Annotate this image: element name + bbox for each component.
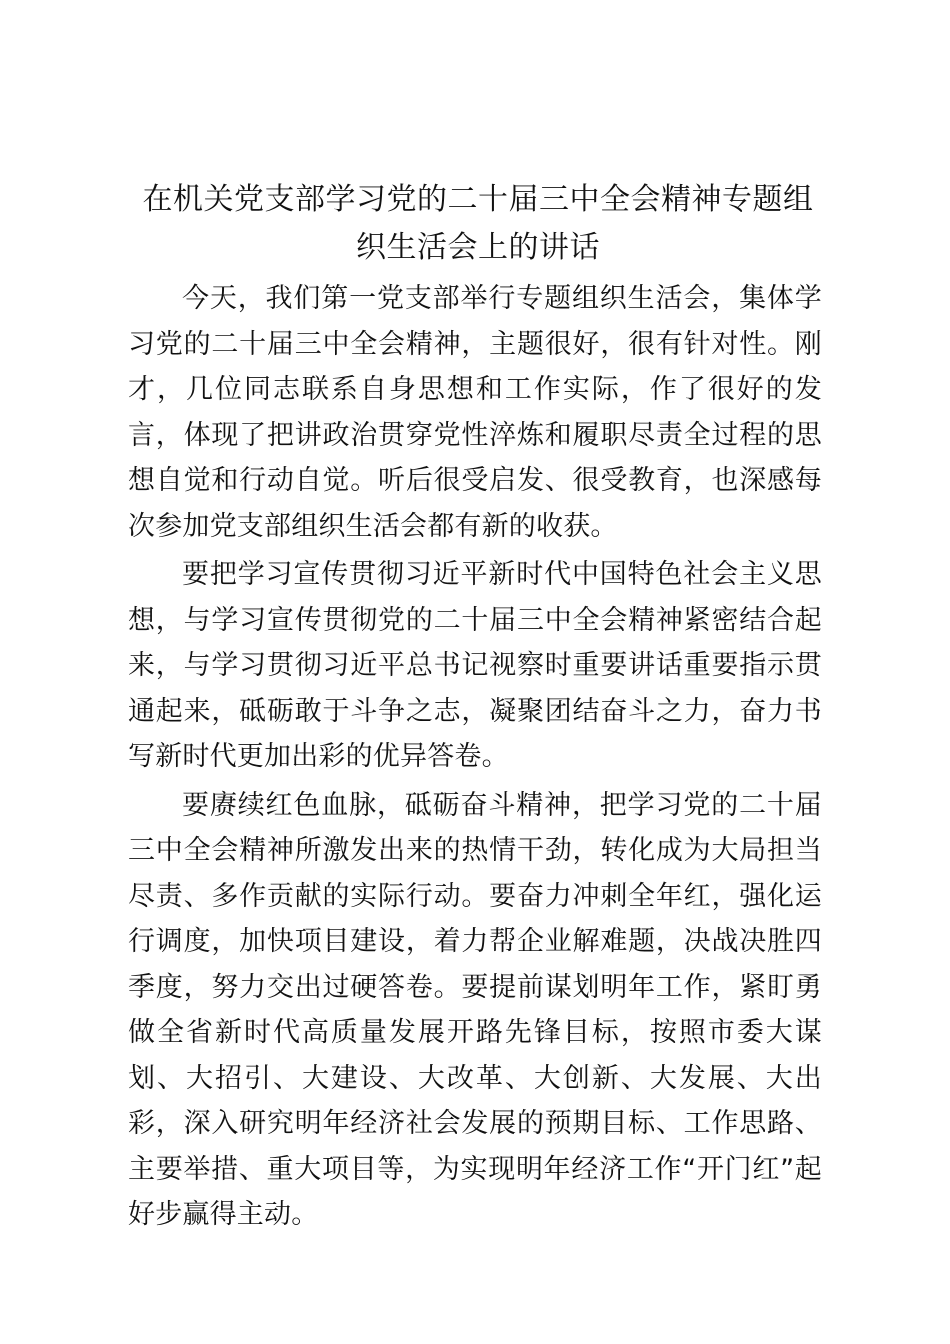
document-title: 在机关党支部学习党的二十届三中全会精神专题组织生活会上的讲话 [142,182,814,265]
paragraph-3: 要赓续红色血脉，砥砺奋斗精神，把学习党的二十届三中全会精神所激发出来的热情干劲，转化成为大局担当尽责、多作贡献的实际行动。要奋力冲刺全年红，强化运行调度，加快项目建设，着力帮企业解难题，决战决胜四季度，努力交出过硬答卷。要提前谋划明年工作，紧盯勇做全省新时代高质量发展开路先锋目标，按照市委大谋划、大招引、大建设、大改革、大创新、大发展、大出彩，深入研究明年经济社会发展的预期目标、工作思路、主要举措、重大项目等，为实现明年经济工作“开门红”起好步赢得主动。 [128,789,822,1230]
document-body [128,276,822,1241]
paragraph-1: 今天，我们第一党支部举行专题组织生活会，集体学习党的二十届三中全会精神，主题很好，很有针对性。刚才，几位同志联系自身思想和工作实际，作了很好的发言，体现了把讲政治贯穿党性淬炼和履职尽责全过程的思想自觉和行动自觉。听后很受启发、很受教育，也深感每次参加党支部组织生活会都有新的收获。 [128,283,822,542]
paragraph-2: 要把学习宣传贯彻习近平新时代中国特色社会主义思想，与学习宣传贯彻党的二十届三中全会精神紧密结合起来，与学习贯彻习近平总书记视察时重要讲话重要指示贯通起来，砥砺敢于斗争之志，凝聚团结奋斗之力，奋力书写新时代更加出彩的优异答卷。 [128,559,822,772]
